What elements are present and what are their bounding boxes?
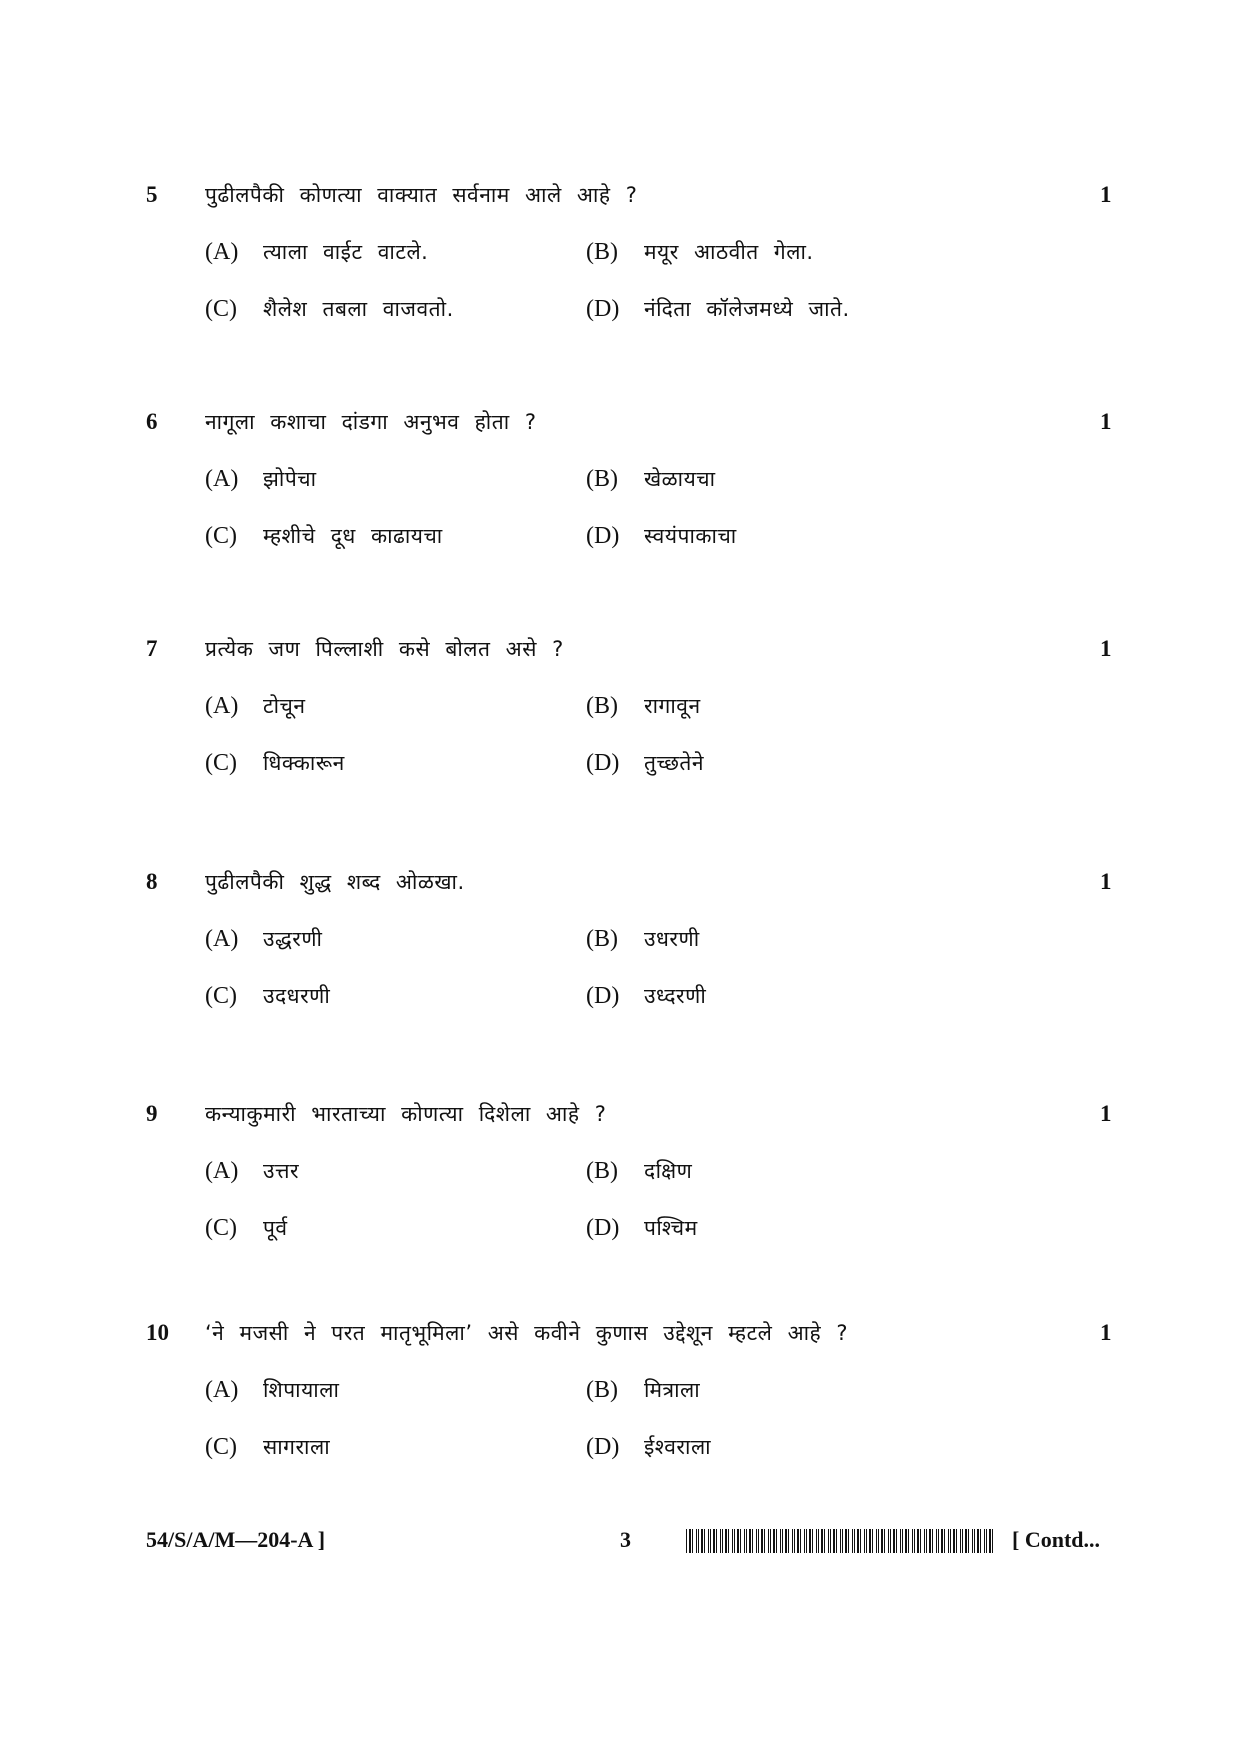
option-text: स्वयंपाकाचा [644,524,737,548]
question-marks: 1 [1100,409,1112,434]
option-letter: (A) [205,466,239,492]
option-text: रागावून [644,694,701,718]
option-letter: (D) [586,1434,620,1460]
option-letter: (D) [586,750,620,776]
option-text: उध्दरणी [644,984,707,1008]
question-marks: 1 [1100,636,1112,661]
option-text: दक्षिण [644,1159,693,1183]
option-text: धिक्कारून [263,751,345,775]
option-c [205,294,454,327]
question-text: कन्याकुमारी भारताच्या कोणत्या दिशेला आहे ? [205,1102,607,1126]
option-text: शिपायाला [263,1378,340,1402]
option-letter: (C) [205,983,237,1009]
question-marks: 1 [1100,1101,1112,1126]
option-a [205,1156,299,1189]
option-c [205,1432,330,1465]
option-d [586,748,704,781]
option-a [205,1375,339,1408]
question-number: 8 [146,869,158,894]
option-c [205,521,443,554]
option-text: उत्तर [263,1159,300,1183]
question-number: 9 [146,1101,158,1126]
option-text: पश्चिम [644,1216,698,1240]
option-text: टोचून [263,694,306,718]
option-a [205,464,317,497]
option-b [586,924,700,957]
option-d [586,1432,711,1465]
option-d [586,1213,698,1246]
option-letter: (C) [205,750,237,776]
option-text: मित्राला [644,1378,701,1402]
option-letter: (C) [205,1434,237,1460]
option-b [586,464,716,497]
option-a [205,691,306,724]
option-d [586,521,737,554]
option-letter: (B) [586,466,618,492]
option-text: उदधरणी [263,984,331,1008]
page-number: 3 [620,1527,631,1552]
option-letter: (A) [205,926,239,952]
option-letter: (B) [586,1377,618,1403]
option-letter: (C) [205,1215,237,1241]
option-text: म्हशीचे दूध काढायचा [263,524,443,548]
option-letter: (A) [205,239,239,265]
question-number: 10 [146,1320,169,1345]
option-text: शैलेश तबला वाजवतो. [263,297,454,321]
option-letter: (B) [586,926,618,952]
question-text: पुढीलपैकी शुद्ध शब्द ओळखा. [205,870,465,894]
option-letter: (B) [586,239,618,265]
barcode-icon [686,1529,994,1553]
option-text: ईश्वराला [644,1435,712,1459]
option-c [205,981,330,1014]
option-letter: (A) [205,1158,239,1184]
question-text: ‘ने मजसी ने परत मातृभूमिला’ असे कवीने कुणास उद्देशून म्हटले आहे ? [205,1321,849,1345]
question-text: पुढीलपैकी कोणत्या वाक्यात सर्वनाम आले आहे ? [205,183,638,207]
option-c [205,748,345,781]
option-c [205,1213,288,1246]
option-letter: (C) [205,296,237,322]
page-footer [0,1523,1241,1559]
question-marks: 1 [1100,1320,1112,1345]
option-text: सागराला [263,1435,331,1459]
option-b [586,1156,692,1189]
question-text: प्रत्येक जण पिल्लाशी कसे बोलत असे ? [205,637,564,661]
option-text: तुच्छतेने [644,751,705,775]
question-marks: 1 [1100,869,1112,894]
option-letter: (B) [586,1158,618,1184]
option-b [586,237,814,270]
option-a [205,924,323,957]
paper-code: 54/S/A/M—204-A ] [146,1527,326,1552]
question-marks: 1 [1100,182,1112,207]
option-text: पूर्व [263,1216,288,1240]
question-number: 5 [146,182,158,207]
option-text: उधरणी [644,927,700,951]
option-d [586,294,850,327]
option-letter: (A) [205,693,239,719]
option-letter: (A) [205,1377,239,1403]
option-d [586,981,706,1014]
option-letter: (D) [586,983,620,1009]
option-letter: (D) [586,296,620,322]
option-text: त्याला वाईट वाटले. [263,240,429,264]
option-b [586,1375,700,1408]
question-number: 7 [146,636,158,661]
option-letter: (C) [205,523,237,549]
option-text: झोपेचा [263,467,317,491]
option-text: खेळायचा [644,467,716,491]
question-number: 6 [146,409,158,434]
option-a [205,237,428,270]
option-letter: (D) [586,523,620,549]
continued-label: [ Contd... [1012,1527,1101,1552]
option-letter: (B) [586,693,618,719]
option-b [586,691,701,724]
option-text: उद्धरणी [263,927,323,951]
question-text: नागूला कशाचा दांडगा अनुभव होता ? [205,410,537,434]
option-text: मयूर आठवीत गेला. [644,240,814,264]
option-letter: (D) [586,1215,620,1241]
option-text: नंदिता कॉलेजमध्ये जाते. [644,297,850,321]
